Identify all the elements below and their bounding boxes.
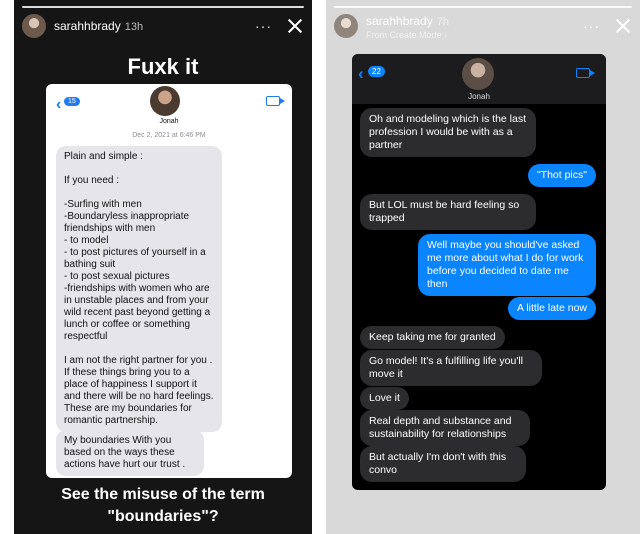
close-icon[interactable]	[286, 17, 304, 35]
back-chevron-icon: ‹	[358, 64, 364, 83]
story-user-info	[366, 12, 583, 41]
text-conversation-screenshot	[352, 54, 606, 490]
message-bubble-sent: Well maybe you should've asked me more about what I do for work before you decided to date me then	[418, 234, 596, 296]
message-bubble-received: Keep taking me for granted	[360, 326, 505, 349]
story-time: 7h	[436, 15, 449, 28]
story-progress-bar	[22, 6, 304, 8]
message-bubble-received: Plain and simple : If you need : -Surfing with men -Boundaryless inappropriate friendships with men - to model - to post pictures of yourself in a bathing suit - to post sexual pictures -friendships with women who are in unstable places and from your wild recent past beyond getting a lunch or coffee or something respectful I am not the right partner for you . If these things bring you to a place of happiness I support it and there will be no hard feelings. These are my boundaries for romantic partnership.	[56, 146, 222, 432]
message-bubble-received: But LOL must be hard feeling so trapped	[360, 194, 536, 230]
message-bubble-received: My boundaries With you based on the ways these actions have hurt our trust .	[56, 430, 204, 476]
story-panel-right	[326, 0, 640, 534]
message-bubble-received: Love it	[360, 387, 409, 410]
more-options-icon[interactable]: ···	[255, 18, 272, 34]
story-caption: See the misuse of the term "boundaries"?	[61, 486, 265, 525]
username[interactable]: sarahhbrady	[54, 18, 121, 33]
conversation-header	[352, 54, 606, 104]
message-bubble-received: But actually I'm don't with this convo	[360, 446, 526, 482]
text-conversation-screenshot	[46, 84, 292, 478]
conversation-header	[46, 84, 292, 136]
message-bubble-received: Oh and modeling which is the last profession I would be with as a partner	[360, 108, 536, 157]
create-mode-label[interactable]: From Create Mode	[366, 30, 442, 41]
message-bubble-received: Real depth and substance and sustainability for relationships	[360, 410, 530, 446]
message-date: Dec 2, 2021 at 6:46 PM	[132, 132, 206, 139]
story-panel-left	[14, 0, 312, 534]
contact-name: Jonah	[159, 118, 179, 125]
story-header	[22, 12, 304, 40]
more-options-icon[interactable]: ···	[583, 18, 600, 34]
story-time: 13h	[124, 20, 144, 33]
contact-avatar	[150, 86, 180, 116]
video-call-icon	[266, 96, 280, 106]
video-call-icon	[576, 68, 590, 78]
username[interactable]: sarahhbrady	[366, 13, 433, 28]
message-bubble-sent: "Thot pics"	[528, 164, 596, 187]
chevron-right-icon: ›	[444, 30, 448, 41]
profile-avatar[interactable]	[334, 14, 358, 38]
story-headline: Fuxk it	[127, 54, 199, 79]
contact-avatar	[462, 58, 494, 90]
message-bubble-received: Go model! It's a fulfilling life you'll move it	[360, 350, 542, 386]
story-user-info	[54, 17, 255, 35]
contact-name: Jonah	[468, 92, 490, 101]
back-chevron-icon: ‹	[56, 96, 62, 113]
message-bubble-sent: A little late now	[508, 297, 596, 320]
profile-avatar[interactable]	[22, 14, 46, 38]
story-header	[334, 12, 632, 40]
unread-count-badge: 15	[64, 97, 80, 106]
story-progress-bar	[334, 6, 632, 8]
close-icon[interactable]	[614, 17, 632, 35]
unread-count-badge: 22	[368, 66, 385, 77]
